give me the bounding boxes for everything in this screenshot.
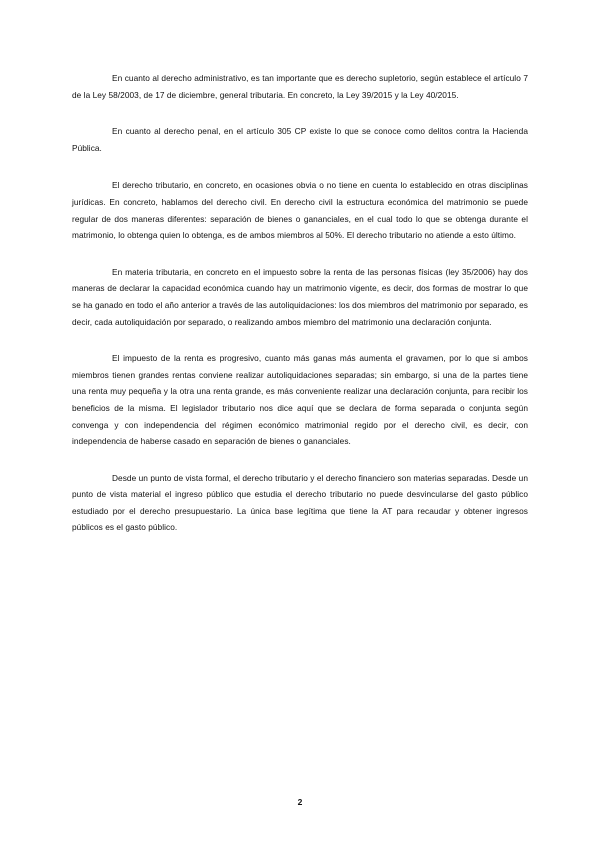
paragraph-materia-tributaria: En materia tributaria, en concreto en el impuesto sobre la renta de las personas físicas (ley 35/2006) hay dos maneras de declarar la capacidad económica cuando hay un matrimonio vigente, es decir, dos formas de mostrar lo que se ha ganado en todo el año anterior a través de las autoliquidaciones: los dos miembros del matrimonio por separado, es decir, cada autoliquidación por separado, o realizando ambos miembro del matrimonio una declaración conjunta. bbox=[72, 266, 528, 327]
page-number: 2 bbox=[297, 797, 303, 807]
paragraph-derecho-administrativo: En cuanto al derecho administrativo, es tan importante que es derecho supletorio, según establece el artículo 7 de la Ley 58/2003, de 17 de diciembre, general tributaria. En concreto, la Ley 39/2015 y la Ley 40/2015. bbox=[72, 73, 528, 100]
paragraph-impuesto-renta: El impuesto de la renta es progresivo, cuanto más ganas más aumenta el gravamen, por lo que si ambos miembros tienen grandes rentas conviene realizar autoliquidaciones separadas; sin embargo, si una de la partes tiene una renta muy pequeña y la otra una renta grande, es más conveniente realizar una declaración conjunta, para recibir los beneficios de la misma. El legislador tributario nos dice aquí que se declara de forma separada o conjunta según convenga y con independencia del régimen económico matrimonial regido por el derecho civil, es decir, con independencia de haberse casado en separación de bienes o gananciales. bbox=[72, 353, 528, 447]
paragraph-derecho-civil: El derecho tributario, en concreto, en ocasiones obvia o no tiene en cuenta lo establecido en otras disciplinas jurídicas. En concreto, hablamos del derecho civil. En derecho civil la estructura económica del matrimonio se puede regular de dos maneras diferentes: separación de bienes o gananciales, en el cual todo lo que se obtenga durante el matrimonio, lo obtenga quien lo obtenga, es de ambos miembros al 50%. El derecho tributario no atiende a esto último. bbox=[72, 180, 528, 241]
paragraph-derecho-penal: En cuanto al derecho penal, en el artículo 305 CP existe lo que se conoce como delitos contra la Hacienda Pública. bbox=[72, 126, 528, 153]
document-body bbox=[72, 70, 528, 556]
paragraph-punto-de-vista: Desde un punto de vista formal, el derecho tributario y el derecho financiero son materias separadas. Desde un punto de vista material el ingreso público que estudia el derecho tributario no puede desvincularse del gasto público estudiado por el derecho presupuestario. La única base legítima que tiene la AT para recaudar y obtener ingresos públicos es el gasto público. bbox=[72, 472, 528, 533]
